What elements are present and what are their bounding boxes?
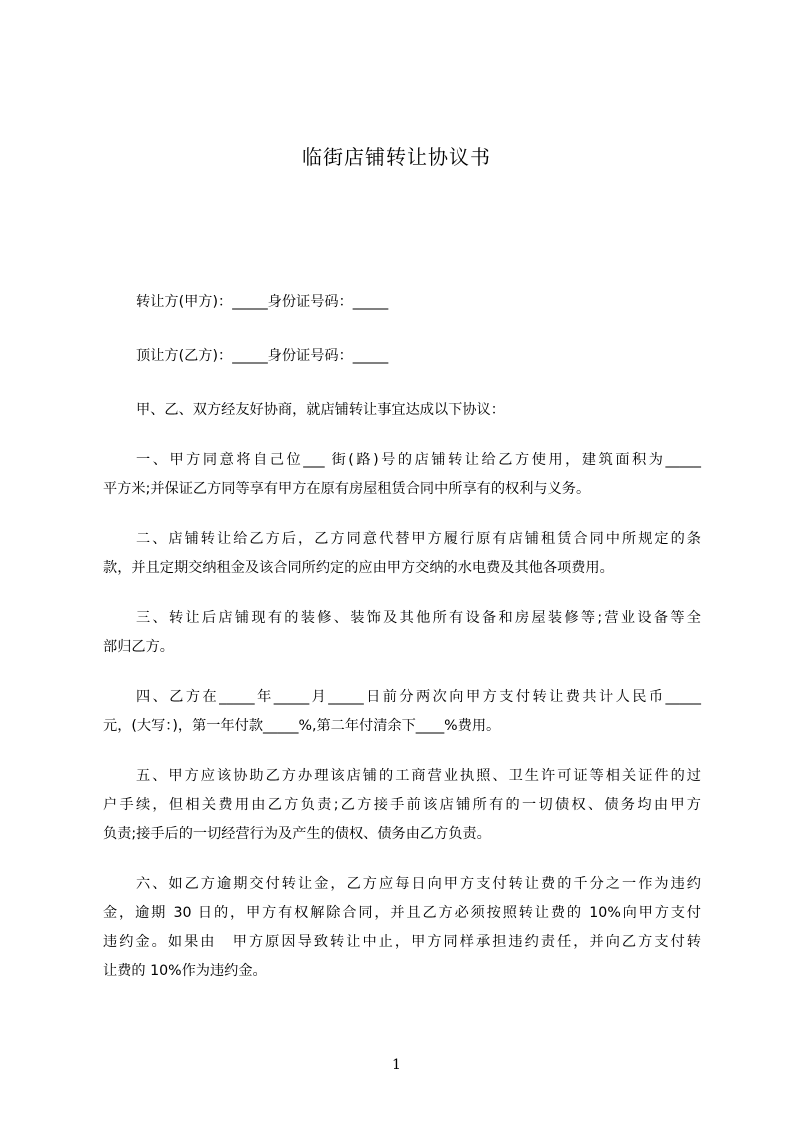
clause-5-line-3: 负责;接手后的一切经营行为及产生的债权、债务由乙方负责。 — [103, 826, 491, 842]
intro-line: 甲、乙、双方经友好协商，就店铺转让事宜达成以下协议： — [136, 402, 505, 418]
document-title: 临街店铺转让协议书 — [302, 145, 491, 169]
clause-1 — [103, 446, 701, 504]
clause-2-line-2: 款，并且定期交纳租金及该合同所约定的应由甲方交纳的水电费及其他各项费用。 — [103, 560, 614, 576]
clause-6-line-3: 违约金。如果由 甲方原因导致转让中止，甲方同样承担违约责任，并向乙方支付转 — [103, 934, 701, 950]
transferee-line: 顶让方(乙方)：_____身份证号码：_____ — [136, 348, 389, 364]
clause-1-line-2: 平方米;并保证乙方同等享有甲方在原有房屋租赁合同中所享有的权利与义务。 — [103, 481, 591, 497]
clause-2-line-1: 二、店铺转让给乙方后，乙方同意代替甲方履行原有店铺租赁合同中所规定的条 — [136, 531, 701, 547]
clause-4-line-1: 四、乙方在_____年_____月_____日前分两次向甲方支付转让费共计人民币_____ — [136, 689, 701, 705]
clause-6 — [103, 870, 701, 986]
clause-3-line-1: 三、转让后店铺现有的装修、装饰及其他所有设备和房屋装修等;营业设备等全 — [136, 610, 701, 626]
clause-5-line-2: 户手续，但相关费用由乙方负责;乙方接手前该店铺所有的一切债权、债务均由甲方 — [103, 797, 701, 813]
clause-3-line-2: 部归乙方。 — [103, 639, 174, 655]
clause-5 — [103, 762, 701, 849]
clause-3 — [103, 604, 701, 662]
page-number: 1 — [392, 1057, 401, 1073]
clause-4 — [103, 683, 701, 741]
clause-1-line-1: 一、甲方同意将自己位___ 街(路)号的店铺转让给乙方使用，建筑面积为_____ — [136, 452, 701, 468]
clause-6-line-1: 六、如乙方逾期交付转让金，乙方应每日向甲方支付转让费的千分之一作为违约 — [136, 876, 701, 892]
clause-4-line-2: 元，(大写：)，第一年付款_____%,第二年付清余下____%费用。 — [103, 718, 501, 734]
clause-6-line-4: 让费的 10%作为违约金。 — [103, 963, 267, 979]
clause-6-line-2: 金，逾期 30 日的，甲方有权解除合同，并且乙方必须按照转让费的 10%向甲方支付 — [103, 905, 701, 921]
transferor-line: 转让方(甲方)：_____身份证号码：_____ — [136, 294, 389, 310]
clause-2 — [103, 525, 701, 583]
clause-5-line-1: 五、甲方应该协助乙方办理该店铺的工商营业执照、卫生许可证等相关证件的过 — [136, 768, 701, 784]
